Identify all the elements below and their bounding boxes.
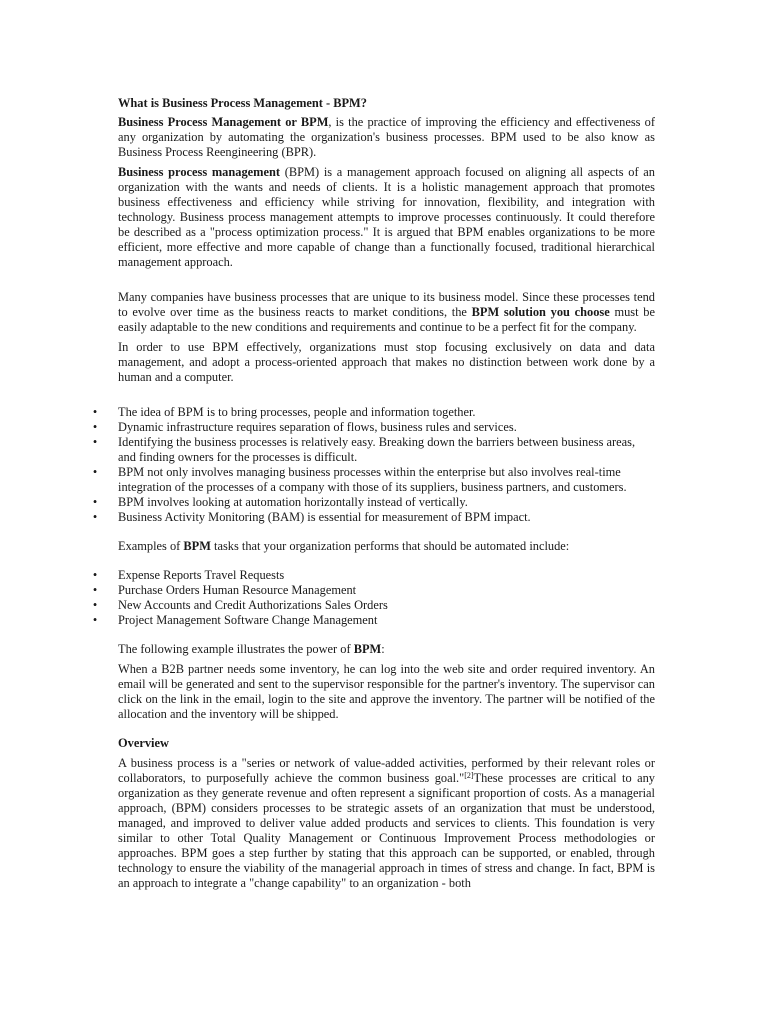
bullet-icon: • (92, 568, 98, 582)
bullet-list-bpm-ideas (92, 405, 655, 525)
paragraph-overview: A business process is a "series or network of value-added activities, performed by their relevant roles or collaborators, to purposefully achieve the common business goal."[2]These processes are critical to any organization as they generate revenue and often represent a significant proportion of costs. As a managerial approach, (BPM) considers processes to be strategic assets of an organization that must be understood, managed, and improved to deliver value added products and services to clients. This foundation is very similar to other Total Quality Management or Continuous Improvement Process methodologies or approaches. BPM goes a step further by stating that this approach can be supported, or enabled, through technology to ensure the viability of the managerial approach in times of stress and change. In fact, BPM is an approach to integrate a "change capability" to an organization - both (118, 756, 656, 890)
bullet-icon: • (92, 405, 98, 419)
bullet-icon: • (92, 465, 98, 479)
bullet-icon: • (92, 435, 98, 449)
section-heading-overview: Overview (118, 736, 169, 750)
bold-term: BPM (353, 642, 382, 656)
list-item: • Expense Reports Travel Requests (118, 568, 655, 583)
bullet-icon: • (92, 613, 98, 627)
bullet-icon: • (92, 420, 98, 434)
document-title: What is Business Process Management - BPM? (118, 96, 367, 110)
document-body (92, 96, 656, 891)
bold-term: Business process management (118, 165, 280, 179)
bullet-icon: • (92, 510, 98, 524)
bullet-list-bpm-tasks (92, 568, 655, 628)
list-item: • BPM involves looking at automation horizontally instead of vertically. (118, 495, 655, 510)
paragraph-examples-intro: Examples of BPM tasks that your organization performs that should be automated include: (118, 539, 570, 553)
list-item: • The idea of BPM is to bring processes, people and information together. (118, 405, 655, 420)
citation-superscript: [2] (464, 771, 474, 780)
list-item: • BPM not only involves managing business processes within the enterprise but also involves real-time integration of the processes of a company with those of its suppliers, business partners, and customers. (118, 465, 655, 495)
paragraph-business-model: Many companies have business processes that are unique to its business model. Since these processes tend to evolve over time as the business reacts to market conditions, the BPM solution you choose must be easily adaptable to the new conditions and requirements and continue to be a perfect fit for the company. (118, 290, 655, 334)
list-item: • Business Activity Monitoring (BAM) is essential for measurement of BPM impact. (118, 510, 655, 525)
bold-term: BPM (183, 539, 211, 553)
list-item: • Project Management Software Change Management (118, 613, 655, 628)
paragraph-b2b-example: When a B2B partner needs some inventory, he can log into the web site and order required inventory. An email will be generated and sent to the supervisor responsible for the partner's inventory. The supervisor can click on the link in the email, login to the site and approve the inventory. The partner will be notified of the allocation and the inventory will be shipped. (118, 662, 655, 721)
bullet-icon: • (92, 598, 98, 612)
bullet-icon: • (92, 495, 98, 509)
bullet-icon: • (92, 583, 98, 597)
list-item: • Purchase Orders Human Resource Management (118, 583, 655, 598)
list-item: • Dynamic infrastructure requires separation of flows, business rules and services. (118, 420, 655, 435)
paragraph-bpm-approach: Business process management (BPM) is a management approach focused on aligning all aspects of an organization with the wants and needs of clients. It is a holistic management approach that promotes business effectiveness and efficiency while striving for innovation, flexibility, and integration with technology. Business process management attempts to improve processes continuously. It could therefore be described as a "process optimization process." It is argued that BPM enables organizations to be more efficient, more effective and more capable of change than a functionally focused, traditional hierarchical management approach. (118, 165, 655, 269)
paragraph-process-oriented: In order to use BPM effectively, organizations must stop focusing exclusively on data and data management, and adopt a process-oriented approach that makes no distinction between work done by a human and a computer. (118, 340, 655, 384)
list-item: • New Accounts and Credit Authorizations Sales Orders (118, 598, 655, 613)
list-item: • Identifying the business processes is relatively easy. Breaking down the barriers between business areas, and finding owners for the processes is difficult. (118, 435, 655, 465)
bold-term: Business Process Management or BPM (118, 115, 329, 129)
paragraph-bpm-definition: Business Process Management or BPM, is the practice of improving the efficiency and effectiveness of any organization by automating the organization's business processes. BPM used to be also know as Business Process Reengineering (BPR). (118, 115, 655, 159)
bold-term: BPM solution you choose (471, 305, 610, 319)
paragraph-example-intro: The following example illustrates the power of BPM: (118, 642, 385, 656)
